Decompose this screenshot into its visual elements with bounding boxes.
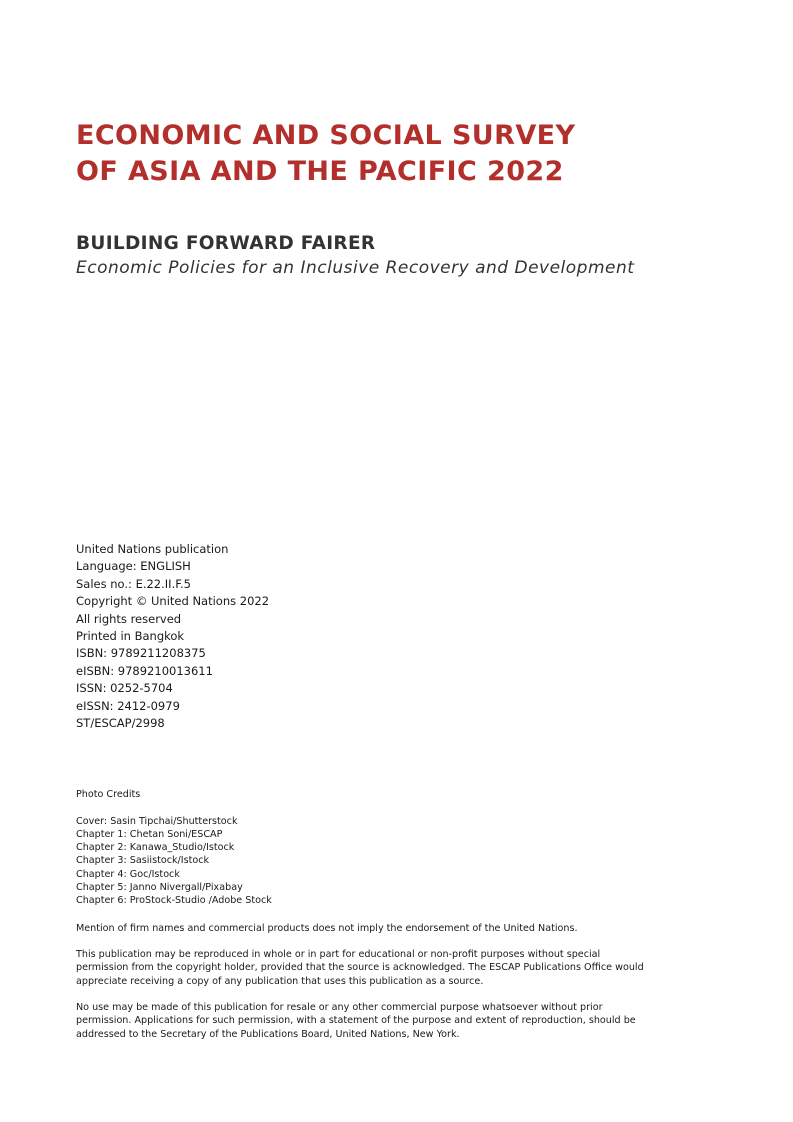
photo-credit-item: Cover: Sasin Tipchai/Shutterstock xyxy=(76,815,238,827)
photo-credit-item: Chapter 1: Chetan Soni/ESCAP xyxy=(76,828,223,840)
report-title xyxy=(76,118,575,190)
pubinfo-issn: ISSN: 0252-5704 xyxy=(76,681,173,696)
notice-line: appreciate receiving a copy of any publication that uses this publication as a source. xyxy=(76,975,484,987)
pubinfo-rights: All rights reserved xyxy=(76,611,182,626)
notice-line: Mention of firm names and commercial products does not imply the endorsement of the United Nations. xyxy=(76,923,578,934)
pubinfo-eisbn: eISBN: 9789210013611 xyxy=(76,663,213,678)
pubinfo-sales-number: Sales no.: E.22.II.F.5 xyxy=(76,576,191,591)
notice-line: addressed to the Secretary of the Publications Board, United Nations, New York. xyxy=(76,1028,460,1040)
pubinfo-eissn: eISSN: 2412-0979 xyxy=(76,698,180,713)
notice-line: No use may be made of this publication for resale or any other commercial purpose whatsoever without prior xyxy=(76,1002,603,1013)
pubinfo-isbn: ISBN: 9789211208375 xyxy=(76,646,206,661)
notice-line: permission from the copyright holder, provided that the source is acknowledged. The ESCAP Publications Office would xyxy=(76,962,644,974)
photo-credit-item: Chapter 5: Janno Nivergall/Pixabay xyxy=(76,882,243,894)
photo-credit-item: Chapter 3: Sasiistock/Istock xyxy=(76,855,210,867)
pubinfo-document-symbol: ST/ESCAP/2998 xyxy=(76,716,165,731)
publication-info xyxy=(76,541,269,732)
spacer xyxy=(76,801,272,814)
report-title-line-2: OF ASIA AND THE PACIFIC 2022 xyxy=(76,156,564,187)
photo-credit-item: Chapter 2: Kanawa_Studio/Istock xyxy=(76,842,235,854)
endorsement-disclaimer xyxy=(76,922,716,935)
photo-credit-item: Chapter 6: ProStock-Studio /Adobe Stock xyxy=(76,895,272,907)
report-tagline: Economic Policies for an Inclusive Recovery and Development xyxy=(76,258,635,278)
notice-line: permission. Applications for such permission, with a statement of the purpose and extent of reproduction, should be xyxy=(76,1015,636,1027)
report-title-line-1: ECONOMIC AND SOCIAL SURVEY xyxy=(76,120,576,151)
resale-notice xyxy=(76,1001,716,1041)
pubinfo-language: Language: ENGLISH xyxy=(76,559,191,574)
pubinfo-printed-in: Printed in Bangkok xyxy=(76,629,185,644)
reproduction-notice xyxy=(76,948,716,988)
notice-line: This publication may be reproduced in whole or in part for educational or non-profit purposes without special xyxy=(76,949,601,960)
pubinfo-publisher: United Nations publication xyxy=(76,542,229,556)
pubinfo-copyright: Copyright © United Nations 2022 xyxy=(76,594,270,609)
report-subtitle: BUILDING FORWARD FAIRER xyxy=(76,233,376,254)
photo-credit-item: Chapter 4: Goc/Istock xyxy=(76,868,180,880)
photo-credits xyxy=(76,788,272,908)
photo-credits-heading: Photo Credits xyxy=(76,789,141,800)
